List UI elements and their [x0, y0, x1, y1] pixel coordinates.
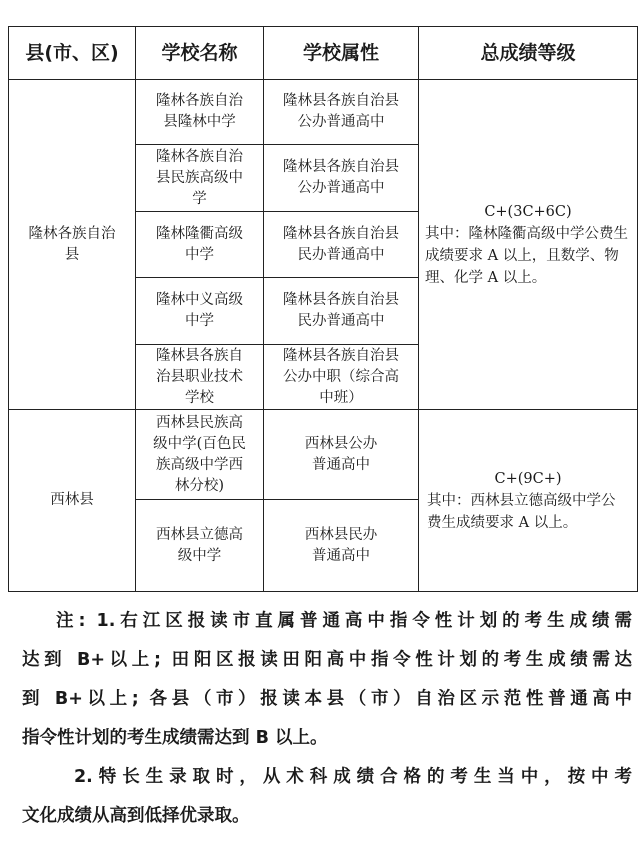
header-total-grade: 总成绩等级: [419, 27, 638, 80]
school-attribute-cell: 西林县公办 普通高中: [264, 410, 419, 500]
grade-note: 其中：隆林隆衢高级中学公费生成绩要求 A 以上，且数学、物理、化学 A 以上。: [425, 225, 628, 286]
note-line: 到 B+以上; 各县（市）报读本县（市）自治区示范性普通高中: [22, 689, 632, 709]
grade-value: C+(3C+6C): [484, 203, 572, 220]
note-line: 2.特长生录取时，从术科成绩合格的考生当中，按中考: [74, 767, 632, 787]
header-county: 县(市、区): [9, 27, 136, 80]
school-attribute-cell: 隆林县各族自治县 公办普通高中: [264, 80, 419, 145]
school-name-cell: 隆林各族自治 县民族高级中 学: [136, 145, 264, 212]
county-cell: 西林县: [9, 410, 136, 592]
table-row: [9, 80, 638, 145]
school-name-cell: 西林县立德高 级中学: [136, 500, 264, 592]
grade-requirement-cell: [419, 80, 638, 410]
school-attribute-cell: 隆林县各族自治县 公办中职（综合高 中班）: [264, 345, 419, 410]
school-name-cell: 隆林县各族自 治县职业技术 学校: [136, 345, 264, 410]
note-line: 文化成绩从高到低择优录取。: [22, 806, 250, 826]
school-attribute-cell: 隆林县各族自治县 民办普通高中: [264, 278, 419, 345]
school-name-cell: 隆林中义高级 中学: [136, 278, 264, 345]
school-attribute-cell: 隆林县各族自治县 民办普通高中: [264, 212, 419, 278]
school-attribute-cell: 西林县民办 普通高中: [264, 500, 419, 592]
table-header-row: [9, 27, 638, 80]
header-school-attribute: 学校属性: [264, 27, 419, 80]
grade-note: 其中：西林县立德高级中学公费生成绩要求 A 以上。: [427, 492, 616, 531]
school-attribute-cell: 隆林县各族自治县 公办普通高中: [264, 145, 419, 212]
note-line: 达到 B+以上; 田阳区报读田阳高中指令性计划的考生成绩需达: [22, 650, 632, 670]
note-line: 注: 1.右江区报读市直属普通高中指令性计划的考生成绩需: [56, 611, 632, 631]
admission-grade-table: [8, 26, 638, 592]
table-row: [9, 410, 638, 500]
school-name-cell: 西林县民族高 级中学(百色民 族高级中学西 林分校): [136, 410, 264, 500]
grade-value: C+(9C+): [494, 470, 562, 487]
notes-section: [22, 602, 632, 836]
school-name-cell: 隆林隆衢高级 中学: [136, 212, 264, 278]
county-cell: 隆林各族自治 县: [9, 80, 136, 410]
grade-requirement-cell: [419, 410, 638, 592]
note-line: 指令性计划的考生成绩需达到 B 以上。: [22, 728, 328, 748]
header-school-name: 学校名称: [136, 27, 264, 80]
school-name-cell: 隆林各族自治 县隆林中学: [136, 80, 264, 145]
